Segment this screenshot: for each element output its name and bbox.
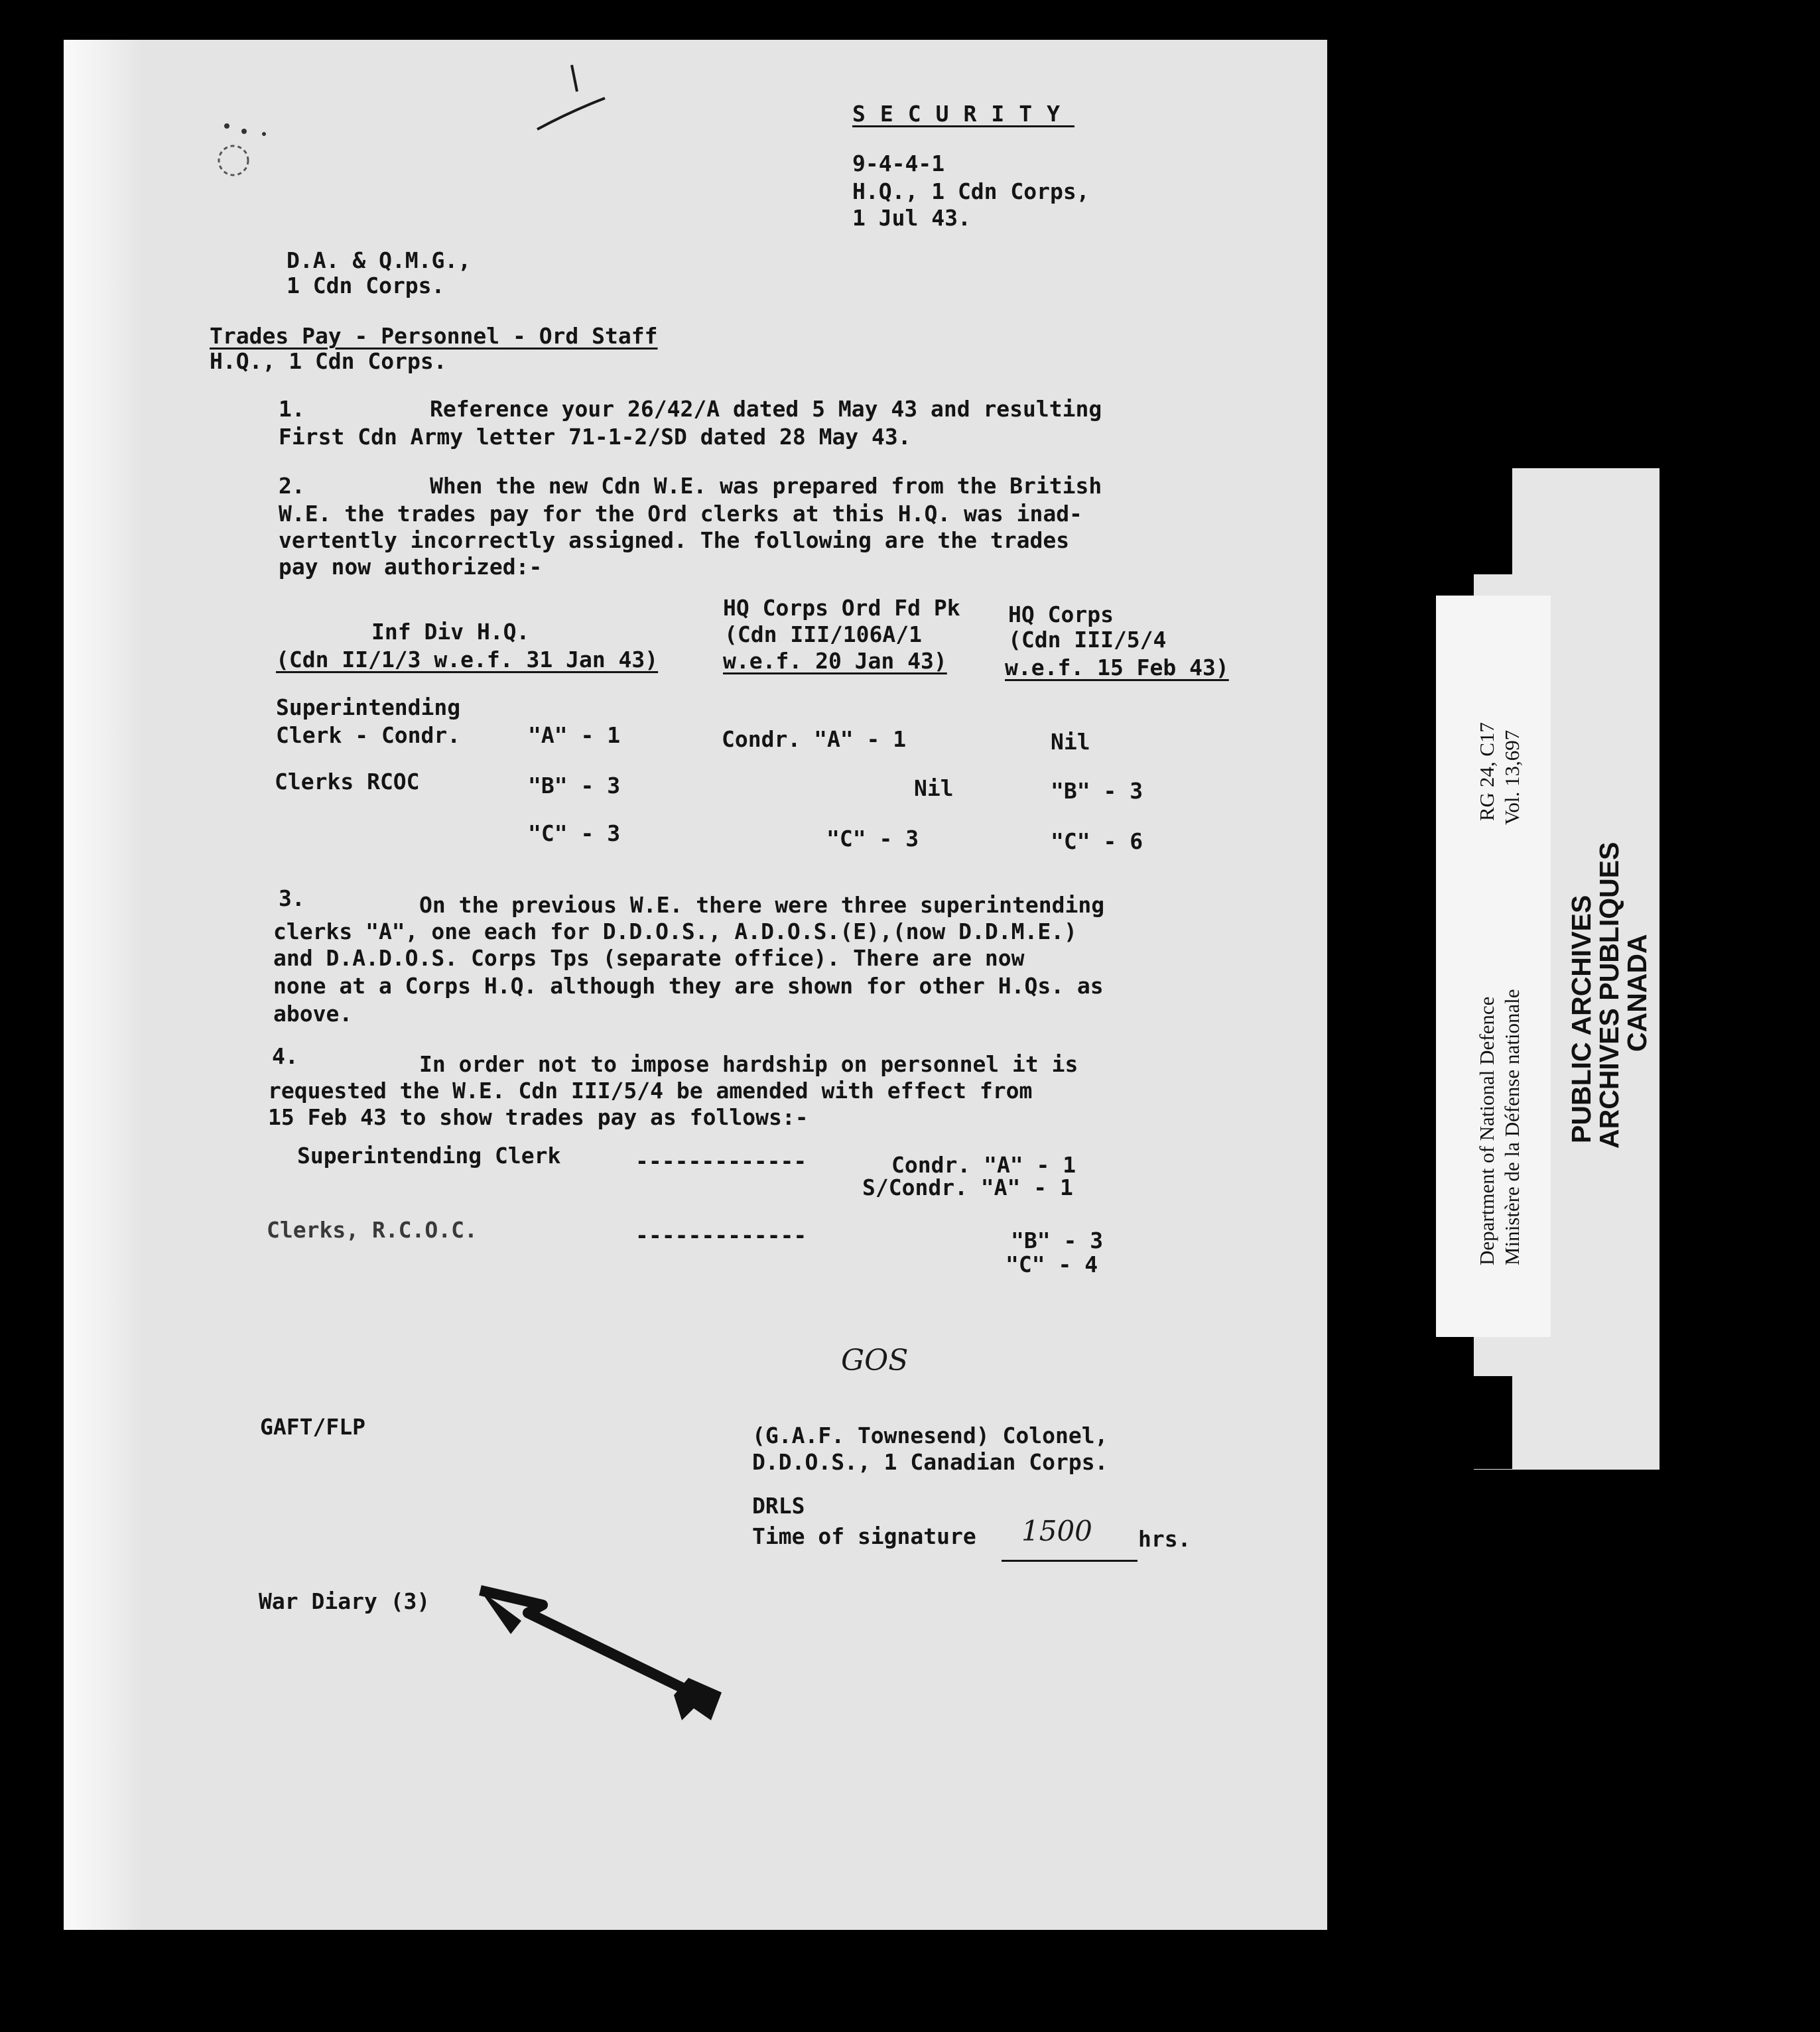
page-edge-highlight bbox=[64, 40, 143, 1930]
table-cell: "B" - 3 bbox=[1051, 778, 1143, 804]
country-name: CANADA bbox=[1622, 934, 1652, 1052]
para-3-line: and D.A.D.O.S. Corps Tps (separate office). There are now bbox=[273, 945, 1025, 971]
dept-name-en: Department of National Defence bbox=[1475, 996, 1498, 1265]
table-col2-header: HQ Corps Ord Fd Pk bbox=[723, 595, 960, 621]
leader-dashes: ------------- bbox=[635, 1222, 807, 1248]
reference-initials: GAFT/FLP bbox=[260, 1414, 365, 1440]
table-cell: Nil bbox=[1051, 729, 1090, 755]
subject-line-2: H.Q., 1 Cdn Corps. bbox=[210, 348, 447, 374]
table-col3-header: HQ Corps bbox=[1008, 602, 1114, 627]
table-col1-header: Inf Div H.Q. bbox=[371, 619, 530, 645]
para-1-line: First Cdn Army letter 71-1-2/SD dated 28 May 43. bbox=[279, 424, 911, 450]
tab-notch-top bbox=[1474, 468, 1512, 574]
table-row-label: Superintending bbox=[276, 694, 461, 720]
para-2-number: 2. bbox=[279, 473, 305, 499]
table-col2-subheader: w.e.f. 20 Jan 43) bbox=[723, 648, 947, 674]
table-col1-subheader: (Cdn II/1/3 w.e.f. 31 Jan 43) bbox=[276, 647, 659, 672]
para-4-number: 4. bbox=[272, 1043, 298, 1069]
para-1-line: Reference your 26/42/A dated 5 May 43 and resulting bbox=[430, 396, 1102, 422]
file-reference: 9-4-4-1 bbox=[852, 151, 945, 176]
para-1-number: 1. bbox=[279, 396, 305, 422]
table-cell: "A" - 1 bbox=[528, 722, 621, 748]
addressee-line-2: 1 Cdn Corps. bbox=[287, 273, 445, 298]
amend-row-label: Superintending Clerk bbox=[297, 1143, 561, 1169]
table-col2-subheader: (Cdn III/106A/1 bbox=[724, 621, 923, 647]
para-2-line: W.E. the trades pay for the Ord clerks at this H.Q. was inad- bbox=[279, 501, 1082, 527]
signatory-title: D.D.O.S., 1 Canadian Corps. bbox=[752, 1449, 1108, 1475]
para-4-line: In order not to impose hardship on personnel it is bbox=[419, 1051, 1078, 1077]
arrow-stamp-icon bbox=[464, 1578, 743, 1731]
archives-name-fr: ARCHIVES PUBLIQUES bbox=[1594, 842, 1624, 1149]
para-4-line: 15 Feb 43 to show trades pay as follows:- bbox=[268, 1104, 809, 1130]
table-cell: "C" - 3 bbox=[528, 820, 621, 846]
amend-value: S/Condr. "A" - 1 bbox=[862, 1175, 1073, 1200]
punch-hole-marks bbox=[186, 99, 318, 186]
para-3-line: above. bbox=[273, 1001, 353, 1027]
table-cell: "C" - 6 bbox=[1051, 828, 1143, 854]
table-cell: Nil bbox=[914, 775, 954, 801]
table-cell: "C" - 3 bbox=[826, 826, 919, 852]
amend-value: "C" - 4 bbox=[1006, 1251, 1098, 1277]
para-3-line: On the previous W.E. there were three superintending bbox=[419, 892, 1105, 918]
distribution-line: War Diary (3) bbox=[259, 1588, 430, 1614]
para-3-number: 3. bbox=[279, 885, 305, 911]
signatory-name: (G.A.F. Townesend) Colonel, bbox=[752, 1423, 1108, 1448]
time-of-signature-value: 1500 bbox=[1021, 1515, 1092, 1547]
subject-line-1: Trades Pay - Personnel - Ord Staff bbox=[210, 323, 658, 349]
amend-value: "B" - 3 bbox=[1011, 1228, 1104, 1253]
volume-ref: Vol. 13,697 bbox=[1500, 730, 1524, 825]
para-2-line: pay now authorized:- bbox=[279, 554, 543, 580]
table-cell: Condr. "A" - 1 bbox=[722, 726, 907, 752]
amend-value: Condr. "A" - 1 bbox=[891, 1152, 1076, 1178]
para-2-line: vertently incorrectly assigned. The following are the trades bbox=[279, 527, 1070, 553]
addressee-line-1: D.A. & Q.M.G., bbox=[287, 247, 472, 273]
signature-time-line bbox=[1002, 1560, 1138, 1562]
archives-name-en: PUBLIC ARCHIVES bbox=[1566, 895, 1596, 1143]
tab-notch-bottom bbox=[1474, 1376, 1512, 1469]
time-of-signature-label: Time of signature bbox=[752, 1523, 976, 1549]
handwritten-initials: GOS bbox=[841, 1344, 909, 1377]
leader-dashes: ------------- bbox=[635, 1148, 807, 1174]
record-group-ref: RG 24, C17 bbox=[1475, 722, 1498, 821]
dept-name-fr: Ministère de la Défense nationale bbox=[1500, 989, 1524, 1265]
origin-line: H.Q., 1 Cdn Corps, bbox=[852, 178, 1090, 204]
letter-date: 1 Jul 43. bbox=[852, 205, 971, 231]
pencil-tick-mark bbox=[531, 60, 610, 139]
delivery-method: DRLS bbox=[752, 1493, 805, 1519]
para-3-line: clerks "A", one each for D.D.O.S., A.D.O.S.(E),(now D.D.M.E.) bbox=[273, 919, 1077, 944]
table-row-label: Clerk - Condr. bbox=[276, 722, 461, 748]
table-col3-subheader: w.e.f. 15 Feb 43) bbox=[1005, 655, 1229, 680]
amend-row-label: Clerks, R.C.O.C. bbox=[267, 1217, 478, 1243]
table-col3-subheader: (Cdn III/5/4 bbox=[1008, 627, 1167, 653]
security-heading: SECURITY bbox=[852, 101, 1074, 127]
time-unit: hrs. bbox=[1138, 1526, 1191, 1552]
table-cell: "B" - 3 bbox=[528, 773, 621, 798]
table-row-label: Clerks RCOC bbox=[275, 769, 420, 794]
para-2-line: When the new Cdn W.E. was prepared from the British bbox=[430, 473, 1102, 499]
para-3-line: none at a Corps H.Q. although they are shown for other H.Qs. as bbox=[273, 973, 1104, 999]
para-4-line: requested the W.E. Cdn III/5/4 be amended with effect from bbox=[268, 1078, 1033, 1104]
